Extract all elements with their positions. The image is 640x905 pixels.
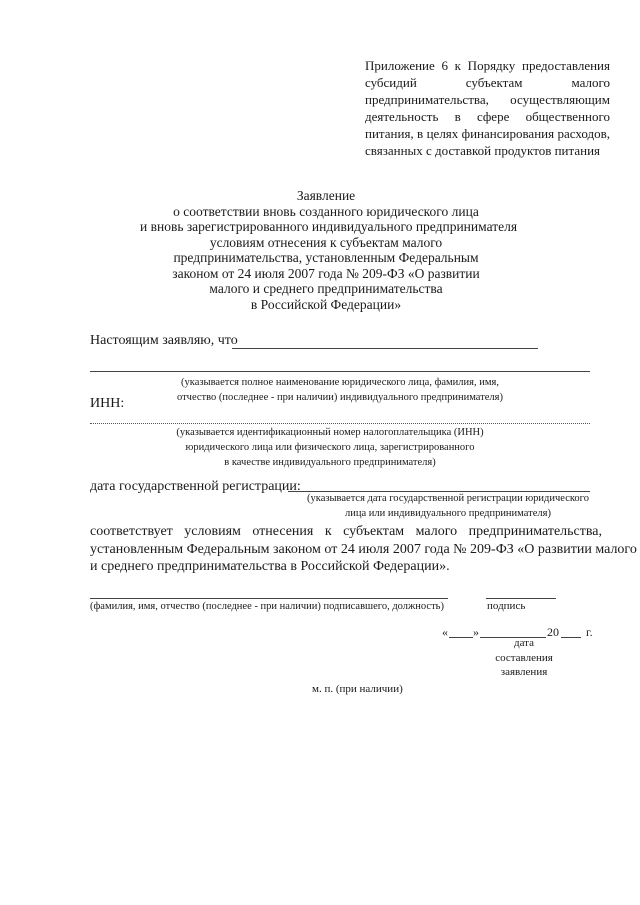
hint-line: лица или индивидуального предпринимателя) xyxy=(345,508,551,519)
appendix-line: деятельность в сфере общественного xyxy=(365,109,610,124)
appendix-line: предпринимательства, осуществляющим xyxy=(365,92,610,107)
appendix-line: Приложение 6 к Порядку предоставления xyxy=(365,58,610,73)
inn-label: ИНН: xyxy=(90,396,125,411)
year-field[interactable] xyxy=(561,637,581,638)
stamp-note: м. п. (при наличии) xyxy=(312,683,403,695)
hint-line: (указывается идентификационный номер налогоплательщика (ИНН) xyxy=(176,427,484,438)
inn-field[interactable] xyxy=(90,423,590,424)
hint-line: дата xyxy=(513,637,535,649)
document-title xyxy=(140,188,518,312)
compliance-line: соответствует условиям отнесения к субъектам малого предпринимательства, xyxy=(90,524,602,539)
compliance-line: и среднего предпринимательства в Российской Федерации». xyxy=(90,559,450,574)
title-line: законом от 24 июля 2007 года № 209-ФЗ «О развитии xyxy=(172,265,480,281)
appendix-line: субсидий субъектам малого xyxy=(365,75,610,90)
hint-line: в качестве индивидуального предпринимателя) xyxy=(224,457,436,468)
organization-name-field[interactable] xyxy=(232,348,538,349)
inn-hint xyxy=(140,425,520,470)
title-line: предпринимательства, установленным Федеральным xyxy=(173,250,479,265)
appendix-header xyxy=(365,57,610,159)
hint-line: составления xyxy=(495,651,553,664)
appendix-line: питания, в целях финансирования расходов, xyxy=(365,126,610,141)
hint-line: юридического лица или физического лица, зарегистрированного xyxy=(185,442,475,453)
registration-label: дата государственной регистрации: xyxy=(90,479,301,494)
title-line: в Российской Федерации» xyxy=(250,296,402,312)
hint-line: отчество (последнее - при наличии) индивидуального предпринимателя) xyxy=(176,392,503,403)
year-suffix: г. xyxy=(586,625,593,639)
year-prefix: 20 xyxy=(547,625,559,639)
compliance-text xyxy=(90,523,637,576)
title-line: малого и среднего предпринимательства xyxy=(209,281,443,296)
date-open-quote: « xyxy=(442,625,448,639)
hint-line: (указывается дата государственной регистрации юридического xyxy=(307,493,589,504)
date-close-quote: » xyxy=(473,625,479,639)
declaration-label: Настоящим заявляю, что xyxy=(90,333,238,348)
hint-line: заявления xyxy=(500,666,548,678)
hint-line: (указывается полное наименование юридического лица, фамилия, имя, xyxy=(181,377,499,388)
signature-hint: подпись xyxy=(487,600,526,612)
date-hint xyxy=(492,636,556,680)
title-line: условиям отнесения к субъектам малого xyxy=(209,234,443,250)
title-line: о соответствии вновь созданного юридического лица xyxy=(173,203,479,219)
title-line: и вновь зарегистрированного индивидуального предпринимателя xyxy=(140,219,518,234)
signer-name-hint: (фамилия, имя, отчество (последнее - при наличии) подписавшего, должность) xyxy=(90,601,444,612)
compliance-line: установленным Федеральным законом от 24 июля 2007 года № 209-ФЗ «О развитии малого xyxy=(90,541,637,557)
appendix-line: связанных с доставкой продуктов питания xyxy=(365,143,601,158)
declaration-hint xyxy=(130,375,550,405)
day-field[interactable] xyxy=(449,637,473,638)
organization-name-field-2[interactable] xyxy=(90,371,590,372)
registration-hint xyxy=(300,491,596,521)
title-line: Заявление xyxy=(296,188,356,203)
